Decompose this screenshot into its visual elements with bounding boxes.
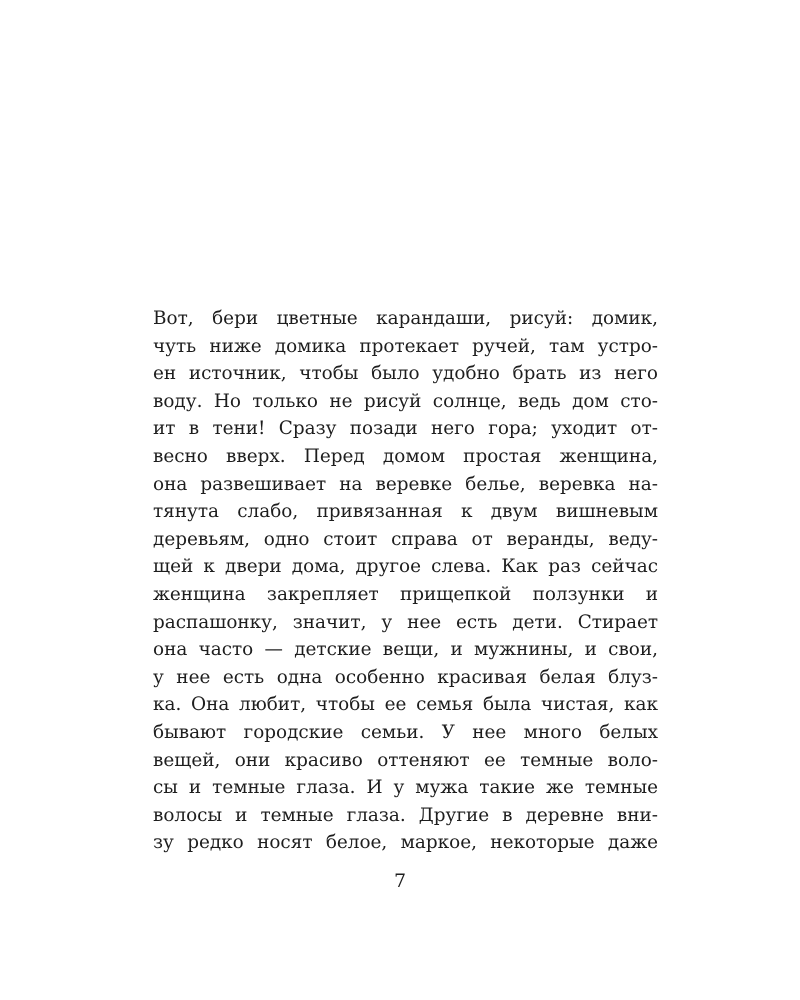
- text-line: зу редко носят белое, маркое, некоторые даже: [153, 832, 658, 854]
- text-line: она часто — детские вещи, и мужнины, и свои,: [153, 639, 658, 661]
- text-line: ка. Она любит, чтобы ее семья была чистая, как: [153, 694, 658, 716]
- page-number: 7: [393, 870, 407, 892]
- text-line: Вот, бери цветные карандаши, рисуй: домик,: [153, 308, 658, 329]
- text-line: у нее есть одна особенно красивая белая блуз-: [153, 666, 658, 688]
- text-line: ен источник, чтобы было удобно брать из него: [153, 363, 658, 385]
- text-line: тянута слабо, привязанная к двум вишневым: [153, 501, 658, 523]
- text-line: женщина закрепляет прищепкой ползунки и: [153, 583, 658, 605]
- text-line: сы и темные глаза. И у мужа такие же темные: [153, 777, 658, 799]
- text-line: она развешивает на веревке белье, веревка на-: [153, 473, 658, 495]
- text-line: деревьям, одно стоит справа от веранды, веду-: [153, 528, 658, 550]
- text-line: волосы и темные глаза. Другие в деревне вни-: [153, 804, 658, 826]
- text-line: весно вверх. Перед домом простая женщина,: [153, 445, 658, 467]
- text-line: воду. Но только не рисуй солнце, ведь дом сто-: [153, 390, 658, 412]
- body-text: [153, 305, 658, 857]
- text-line: бывают городские семьи. У нее много белых: [153, 721, 658, 743]
- text-line: распашонку, значит, у нее есть дети. Стирает: [153, 611, 658, 633]
- text-line: вещей, они красиво оттеняют ее темные воло-: [153, 749, 658, 771]
- text-line: ит в тени! Сразу позади него гора; уходит от-: [153, 418, 658, 440]
- text-line: чуть ниже домика протекает ручей, там устро-: [153, 335, 658, 357]
- text-line: щей к двери дома, другое слева. Как раз сейчас: [153, 556, 658, 578]
